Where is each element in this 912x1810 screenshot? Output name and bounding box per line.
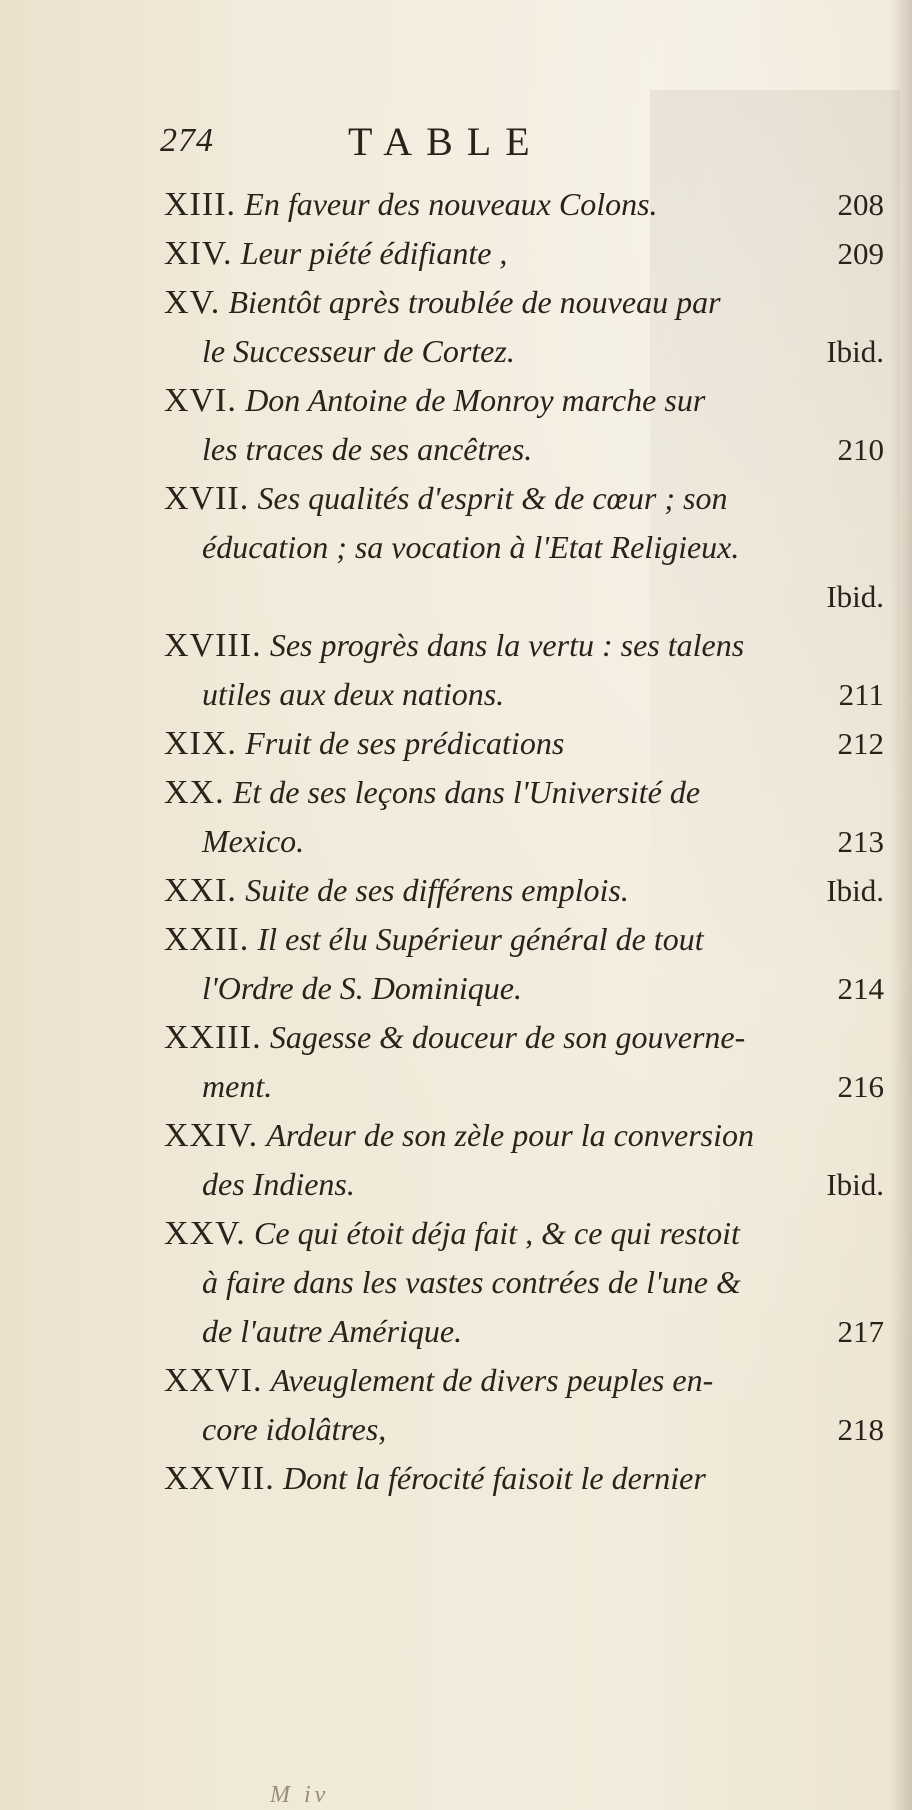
chapter-numeral: XV.	[164, 284, 221, 321]
entry-title-text: Et de ses leçons dans l'Université de	[232, 774, 701, 810]
toc-entry	[164, 768, 884, 866]
entry-title-text: core idolâtres,	[202, 1411, 387, 1447]
chapter-numeral: XXI.	[164, 872, 237, 909]
toc-entry-line	[164, 278, 884, 327]
toc-entry-line	[164, 1258, 884, 1307]
page-number: 274	[160, 122, 214, 159]
toc-entry-line	[164, 376, 884, 425]
entry-page-number: 214	[837, 971, 884, 1006]
toc-entry-line	[164, 572, 884, 621]
entry-title-text: éducation ; sa vocation à l'Etat Religieux.	[202, 529, 740, 565]
toc-entry	[164, 229, 884, 278]
toc-entry	[164, 866, 884, 915]
entry-title-text: Mexico.	[202, 823, 305, 859]
toc-entry	[164, 719, 884, 768]
chapter-numeral: XXII.	[164, 921, 250, 958]
toc-entry-line	[164, 1405, 884, 1454]
entry-title-text: des Indiens.	[202, 1166, 355, 1202]
entry-title-text: Dont la férocité faisoit le dernier	[283, 1460, 706, 1496]
entry-page-number: 210	[837, 432, 884, 467]
toc-entry	[164, 376, 884, 474]
toc-entry-line	[164, 474, 884, 523]
entry-title-text: Fruit de ses prédications	[245, 725, 565, 761]
entry-page-number: 213	[837, 824, 884, 859]
running-header	[160, 118, 860, 178]
entry-page-number: 212	[837, 726, 884, 761]
entry-title-text: ment.	[202, 1068, 273, 1104]
chapter-numeral: XVIII.	[164, 627, 262, 664]
entry-title-text: de l'autre Amérique.	[202, 1313, 463, 1349]
table-of-contents	[164, 180, 884, 1503]
toc-entry-line	[164, 621, 884, 670]
chapter-numeral: XIX.	[164, 725, 237, 762]
entry-page-number: Ibid.	[826, 579, 884, 614]
entry-title-text: l'Ordre de S. Dominique.	[202, 970, 522, 1006]
toc-entry-line	[164, 1356, 884, 1405]
toc-entry	[164, 180, 884, 229]
toc-entry-line	[164, 1307, 884, 1356]
toc-entry-line	[164, 817, 884, 866]
toc-entry-line	[164, 719, 884, 768]
entry-title-text: le Successeur de Cortez.	[202, 333, 515, 369]
toc-entry-line	[164, 523, 884, 572]
toc-entry	[164, 1454, 884, 1503]
chapter-numeral: XXVI.	[164, 1362, 263, 1399]
entry-page-number: 209	[837, 236, 884, 271]
chapter-numeral: XXV.	[164, 1215, 246, 1252]
entry-title-text: Ardeur de son zèle pour la conversion	[266, 1117, 754, 1153]
toc-entry-line	[164, 1062, 884, 1111]
toc-entry-line	[164, 229, 884, 278]
toc-entry	[164, 1013, 884, 1111]
toc-entry	[164, 621, 884, 719]
chapter-numeral: XIV.	[164, 235, 233, 272]
chapter-numeral: XXVII.	[164, 1460, 275, 1497]
toc-entry-line	[164, 1454, 884, 1503]
entry-title-text: Sagesse & douceur de son gouverne-	[269, 1019, 746, 1055]
toc-entry-line	[164, 425, 884, 474]
entry-page-number: Ibid.	[826, 1167, 884, 1202]
entry-title-text: Il est élu Supérieur général de tout	[257, 921, 704, 957]
entry-page-number: 216	[837, 1069, 884, 1104]
chapter-numeral: XIII.	[164, 186, 237, 223]
toc-entry-line	[164, 915, 884, 964]
toc-entry-line	[164, 1013, 884, 1062]
chapter-numeral: XVII.	[164, 480, 250, 517]
entry-title-text: Bientôt après troublée de nouveau par	[228, 284, 721, 320]
entry-title-text: Suite de ses différens emplois.	[245, 872, 629, 908]
entry-page-number: 217	[837, 1314, 884, 1349]
toc-entry-line	[164, 964, 884, 1013]
entry-title-text: En faveur des nouveaux Colons.	[244, 186, 658, 222]
toc-entry-line	[164, 768, 884, 817]
toc-entry	[164, 1209, 884, 1356]
toc-entry-line	[164, 670, 884, 719]
entry-title-text: Ce qui étoit déja fait , & ce qui restoit	[254, 1215, 740, 1251]
entry-title-text: Leur piété édifiante ,	[240, 235, 508, 271]
entry-title-text: Ses qualités d'esprit & de cœur ; son	[257, 480, 728, 516]
toc-entry-line	[164, 180, 884, 229]
toc-entry	[164, 915, 884, 1013]
signature-mark: M iv	[270, 1782, 330, 1808]
entry-title-text: à faire dans les vastes contrées de l'une &	[202, 1264, 741, 1300]
entry-title-text: Ses progrès dans la vertu : ses talens	[269, 627, 745, 663]
toc-entry-line	[164, 327, 884, 376]
toc-entry-line	[164, 1111, 884, 1160]
entry-title-text: Aveuglement de divers peuples en-	[270, 1362, 714, 1398]
toc-entry-line	[164, 1160, 884, 1209]
chapter-numeral: XXIII.	[164, 1019, 262, 1056]
chapter-numeral: XVI.	[164, 382, 237, 419]
entry-page-number: 218	[837, 1412, 884, 1447]
chapter-numeral: XX.	[164, 774, 225, 811]
entry-title-text: les traces de ses ancêtres.	[202, 431, 533, 467]
toc-entry	[164, 278, 884, 376]
entry-page-number: Ibid.	[826, 334, 884, 369]
entry-page-number: 208	[837, 187, 884, 222]
entry-page-number: Ibid.	[826, 873, 884, 908]
toc-entry	[164, 1356, 884, 1454]
running-title: TABLE	[348, 119, 544, 164]
toc-entry-line	[164, 1209, 884, 1258]
entry-title-text: utiles aux deux nations.	[202, 676, 505, 712]
toc-entry	[164, 474, 884, 621]
chapter-numeral: XXIV.	[164, 1117, 259, 1154]
entry-page-number: 211	[838, 677, 884, 712]
toc-entry-line	[164, 866, 884, 915]
page-gutter-shadow	[890, 0, 912, 1810]
toc-entry	[164, 1111, 884, 1209]
entry-title-text: Don Antoine de Monroy marche sur	[245, 382, 706, 418]
